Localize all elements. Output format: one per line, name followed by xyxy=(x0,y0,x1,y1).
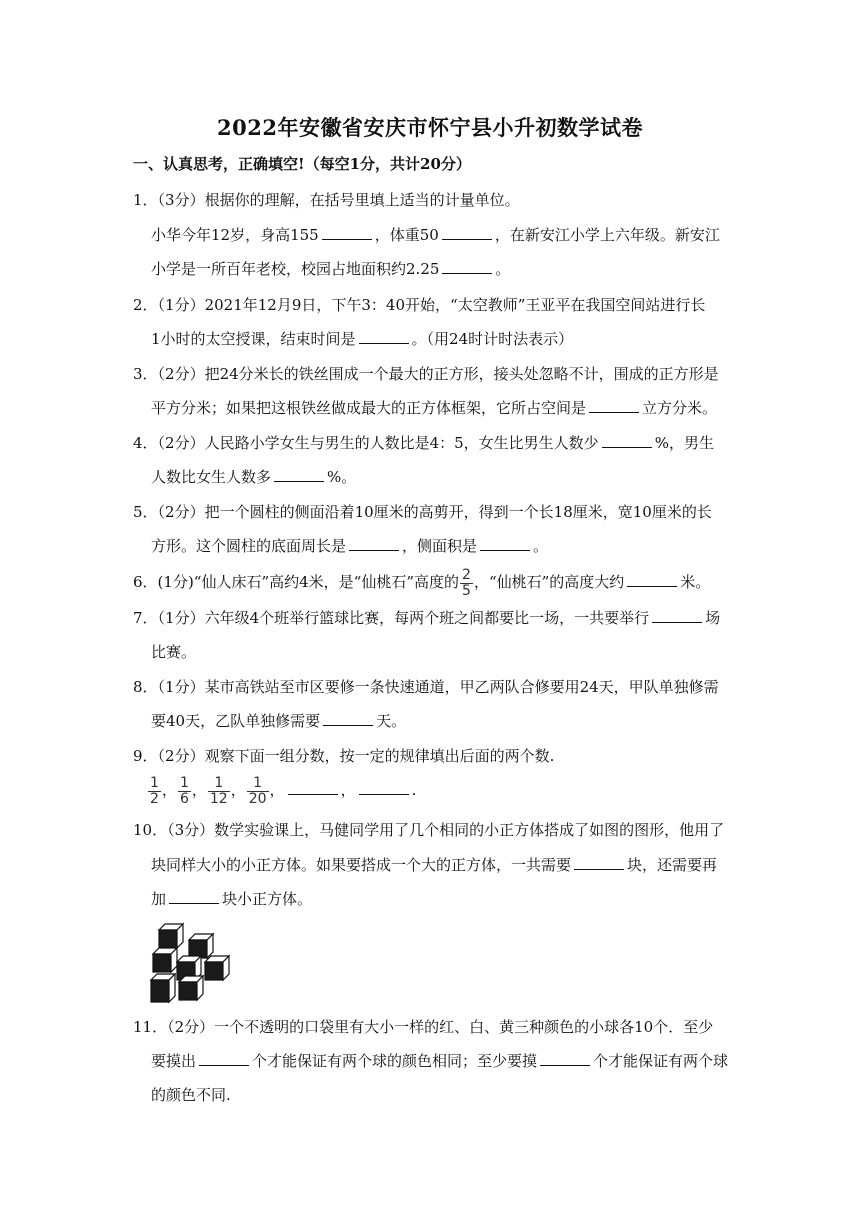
text: 块小正方体。 xyxy=(222,890,313,908)
text: 块同样大小的小正方体。如果要搭成一个大的正方体，一共需要 xyxy=(151,856,572,874)
text: 方形。这个圆柱的底面周长是 xyxy=(151,537,347,555)
question-1-line-1: 1．（3分）根据你的理解，在括号里填上适当的计量单位。 xyxy=(133,191,520,209)
cube-group xyxy=(151,924,229,1002)
question-4-line-1 xyxy=(133,433,714,453)
answer-blank[interactable] xyxy=(480,536,530,551)
separator: ， xyxy=(161,781,177,799)
separator: ， xyxy=(269,781,285,799)
separator: ， xyxy=(340,781,356,799)
text: 7．（1分）六年级4个班举行篮球比赛，每两个班之间都要比一场，一共要举行 xyxy=(133,609,650,627)
answer-blank[interactable] xyxy=(602,433,652,448)
question-3-line-2 xyxy=(151,398,717,418)
text: ，在新安江小学上六年级。新安江 xyxy=(494,226,720,244)
fraction-numerator: 1 xyxy=(214,774,224,791)
question-10-line-2 xyxy=(151,855,717,875)
question-8-line-2 xyxy=(151,711,406,731)
fraction xyxy=(247,776,269,807)
text: 米。 xyxy=(680,573,711,591)
text: 1小时的太空授课，结束时间是 xyxy=(151,330,356,348)
text: ，侧面积是 xyxy=(402,537,478,555)
text: 。 xyxy=(495,260,511,278)
answer-blank[interactable] xyxy=(589,398,639,413)
cube-front-face xyxy=(159,930,177,948)
question-9-line-1: 9．（2分）观察下面一组分数，按一定的规律填出后面的两个数. xyxy=(133,747,555,765)
fraction xyxy=(208,776,230,807)
question-4-line-2 xyxy=(151,467,356,487)
fraction-numerator: 1 xyxy=(150,774,159,791)
answer-blank[interactable] xyxy=(288,780,338,795)
answer-blank[interactable] xyxy=(199,1051,249,1066)
separator: ， xyxy=(191,781,207,799)
answer-blank[interactable] xyxy=(540,1051,590,1066)
question-8-line-1: 8．（1分）某市高铁站至市区要修一条快速通道，甲乙两队合修要用24天，甲队单独修需 xyxy=(133,678,719,696)
answer-blank[interactable] xyxy=(322,225,372,240)
exam-title: 2022年安徽省安庆市怀宁县小升初数学试卷 xyxy=(217,115,643,140)
text: ，“仙桃石”的高度大约 xyxy=(473,573,625,591)
text: 要40天，乙队单独修需要 xyxy=(151,712,321,730)
cube-front-face xyxy=(179,982,197,1000)
question-5-line-1: 5．（2分）把一个圆柱的侧面沿着10厘米的高剪开，得到一个长18厘米，宽10厘米的长 xyxy=(133,503,712,521)
cube-stack-figure xyxy=(149,918,241,1008)
answer-blank[interactable] xyxy=(627,572,677,587)
period: . xyxy=(411,781,417,799)
answer-blank[interactable] xyxy=(349,536,399,551)
fraction-denominator: 12 xyxy=(209,790,228,807)
fraction xyxy=(148,776,161,807)
text: ，体重50 xyxy=(374,226,439,244)
question-10-line-3 xyxy=(151,889,312,909)
text: 小华今年12岁，身高155 xyxy=(151,226,319,244)
section-heading: 一、认真思考，正确填空!（每空1分，共计20分） xyxy=(133,155,471,173)
cube-front-face xyxy=(153,954,171,972)
fraction xyxy=(460,568,473,599)
fraction xyxy=(178,776,191,807)
text: %，男生 xyxy=(654,434,714,452)
question-7-line-1 xyxy=(133,608,720,628)
text: 人数比女生人数多 xyxy=(151,468,272,486)
text: 。（用24时计时法表示） xyxy=(411,330,574,348)
question-7-line-2: 比赛。 xyxy=(151,643,197,661)
answer-blank[interactable] xyxy=(359,329,409,344)
question-6-line-1 xyxy=(133,565,710,599)
answer-blank[interactable] xyxy=(652,608,702,623)
fraction-denominator: 6 xyxy=(179,790,189,807)
cube-front-face xyxy=(189,940,207,958)
question-9-fractions xyxy=(147,772,416,808)
fraction-numerator: 1 xyxy=(253,774,263,791)
text: 。 xyxy=(533,537,549,555)
text: 4．（2分）人民路小学女生与男生的人数比是4：5，女生比男生人数少 xyxy=(133,434,599,452)
text: 天。 xyxy=(376,712,407,730)
text: %。 xyxy=(327,468,357,486)
question-1-line-3 xyxy=(151,259,510,279)
fraction-denominator: 2 xyxy=(150,790,159,807)
separator: ， xyxy=(230,781,246,799)
fraction-denominator: 5 xyxy=(462,582,471,599)
question-3-line-1: 3．（2分）把24分米长的铁丝围成一个最大的正方形，接头处忽略不计，围成的正方形是 xyxy=(133,365,719,383)
answer-blank[interactable] xyxy=(359,780,409,795)
question-10-line-1: 10．（3分）数学实验课上，马健同学用了几个相同的小正方体搭成了如图的图形，他用了 xyxy=(133,821,725,839)
text: 加 xyxy=(151,890,167,908)
fraction-denominator: 20 xyxy=(248,790,267,807)
fraction-numerator: 2 xyxy=(462,566,471,583)
answer-blank[interactable] xyxy=(574,855,624,870)
question-2-line-2 xyxy=(151,329,573,349)
cube-front-face xyxy=(151,980,169,1002)
question-2-line-1: 2．（1分）2021年12月9日，下午3：40开始，“太空教师”王亚平在我国空间站进行长 xyxy=(133,296,706,314)
answer-blank[interactable] xyxy=(442,259,492,274)
cube-front-face xyxy=(205,962,223,980)
text: 个才能保证有两个球 xyxy=(593,1052,729,1070)
question-1-line-2 xyxy=(151,225,720,245)
text: 平方分米；如果把这根铁丝做成最大的正方体框架，它所占空间是 xyxy=(151,399,587,417)
question-11-line-3: 的颜色不同. xyxy=(151,1086,231,1104)
question-11-line-1: 11．（2分）一个不透明的口袋里有大小一样的红、白、黄三种颜色的小球各10个．至少 xyxy=(133,1018,714,1036)
text: 块，还需要再 xyxy=(627,856,718,874)
fraction-numerator: 1 xyxy=(179,774,189,791)
answer-blank[interactable] xyxy=(169,889,219,904)
question-11-line-2 xyxy=(151,1051,728,1071)
answer-blank[interactable] xyxy=(442,225,492,240)
answer-blank[interactable] xyxy=(323,711,373,726)
text: 个才能保证有两个球的颜色相同；至少要摸 xyxy=(252,1052,538,1070)
text: 场 xyxy=(705,609,721,627)
text: 6．(1分)“仙人床石”高约4米，是“仙桃石”高度的 xyxy=(133,573,460,591)
text: 立方分米。 xyxy=(642,399,718,417)
text: 要摸出 xyxy=(151,1052,197,1070)
text: 小学是一所百年老校，校园占地面积约2.25 xyxy=(151,260,440,278)
answer-blank[interactable] xyxy=(274,467,324,482)
question-5-line-2 xyxy=(151,536,548,556)
